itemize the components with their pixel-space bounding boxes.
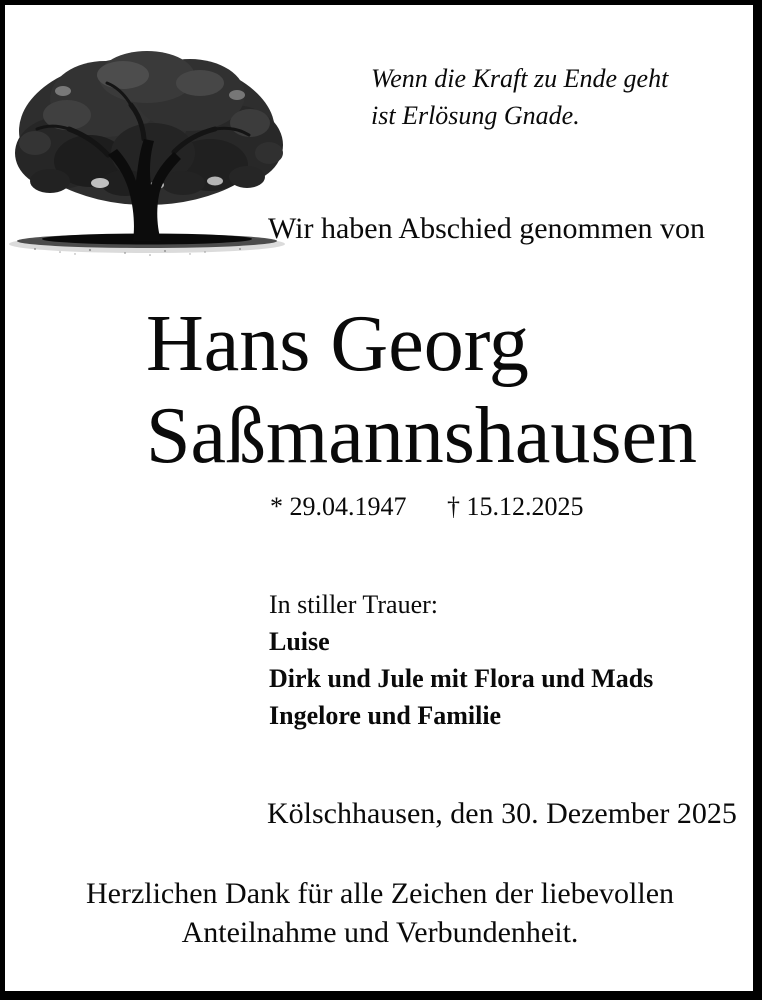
- death-date: † 15.12.2025: [447, 492, 584, 521]
- deceased-last-name: Saßmannshausen: [146, 392, 698, 480]
- intro-line: Wir haben Abschied genommen von: [268, 212, 706, 245]
- mourner-name: Ingelore und Familie: [269, 701, 502, 730]
- birth-date: * 29.04.1947: [270, 492, 407, 521]
- tree-image: [5, 33, 293, 265]
- mourner-name: Luise: [269, 627, 330, 656]
- deceased-name: [146, 298, 697, 482]
- thanks-block: [7, 874, 753, 952]
- mourning-block: [269, 586, 653, 734]
- thanks-line-2: Anteilnahme und Verbundenheit.: [181, 916, 579, 949]
- mourning-heading: In stiller Trauer:: [269, 590, 438, 619]
- life-dates: [270, 492, 584, 522]
- epigraph-line-1: Wenn die Kraft zu Ende geht: [371, 64, 669, 93]
- tree-icon: [5, 33, 293, 265]
- mourner-name: Dirk und Jule mit Flora und Mads: [269, 664, 654, 693]
- epigraph: [371, 60, 668, 134]
- thanks-line-1: Herzlichen Dank für alle Zeichen der liebevollen: [85, 877, 675, 910]
- epigraph-line-2: ist Erlösung Gnade.: [371, 101, 580, 130]
- place-date-line: Kölschhausen, den 30. Dezember 2025: [267, 797, 737, 830]
- deceased-first-names: Hans Georg: [146, 300, 529, 388]
